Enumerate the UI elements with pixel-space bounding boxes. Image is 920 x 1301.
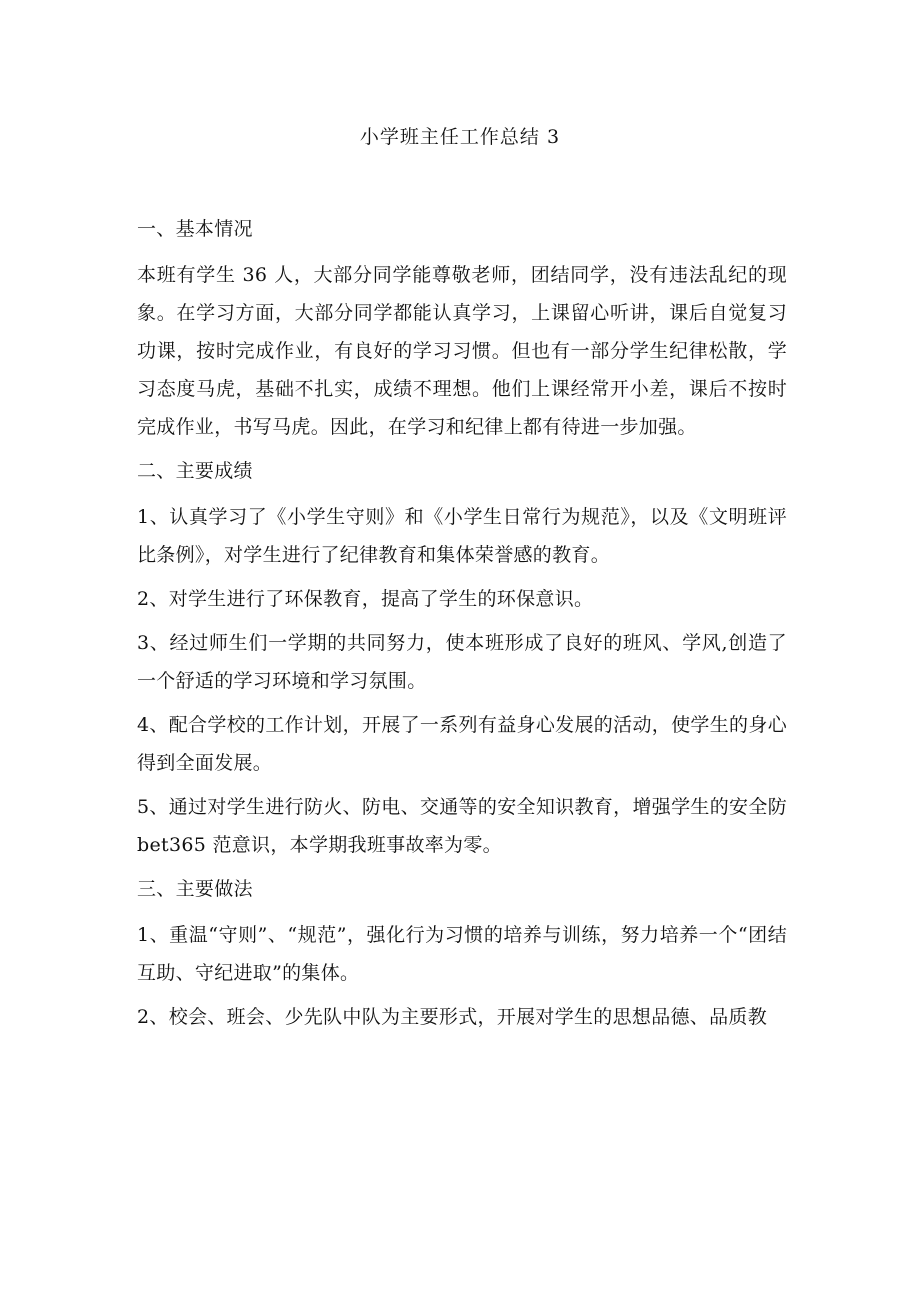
list-item: 3、经过师生们一学期的共同努力，使本班形成了良好的班风、学风,创造了一个舒适的学习环境和学习氛围。 [137, 632, 787, 692]
document-body [137, 210, 787, 1042]
document-title: 小学班主任工作总结 3 [359, 126, 561, 148]
list-item: 2、对学生进行了环保教育，提高了学生的环保意识。 [137, 588, 594, 610]
paragraph: 本班有学生 36 人，大部分同学能尊敬老师，团结同学，没有违法乱纪的现象。在学习方面，大部分同学都能认真学习，上课留心听讲，课后自觉复习功课，按时完成作业，有良好的学习习惯。但也有一部分学生纪律松散，学习态度马虎，基础不扎实，成绩不理想。他们上课经常开小差，课后不按时完成作业，书写马虎。因此，在学习和纪律上都有待进一步加强。 [137, 264, 787, 438]
list-item: 4、配合学校的工作计划，开展了一系列有益身心发展的活动，使学生的身心得到全面发展。 [137, 714, 787, 774]
section-heading: 一、基本情况 [137, 218, 253, 240]
list-item: 5、通过对学生进行防火、防电、交通等的安全知识教育，增强学生的安全防 bet365 范意识，本学期我班事故率为零。 [137, 796, 787, 856]
list-item: 1、认真学习了《小学生守则》和《小学生日常行为规范》，以及《文明班评比条例》，对学生进行了纪律教育和集体荣誉感的教育。 [137, 506, 787, 566]
section-heading: 三、主要做法 [137, 878, 253, 900]
list-item: 2、校会、班会、少先队中队为主要形式，开展对学生的思想品德、品质教 [137, 1006, 767, 1028]
list-item: 1、重温“守则”、“规范”，强化行为习惯的培养与训练，努力培养一个“团结互助、守纪进取”的集体。 [137, 924, 787, 984]
section-heading: 二、主要成绩 [137, 460, 253, 482]
